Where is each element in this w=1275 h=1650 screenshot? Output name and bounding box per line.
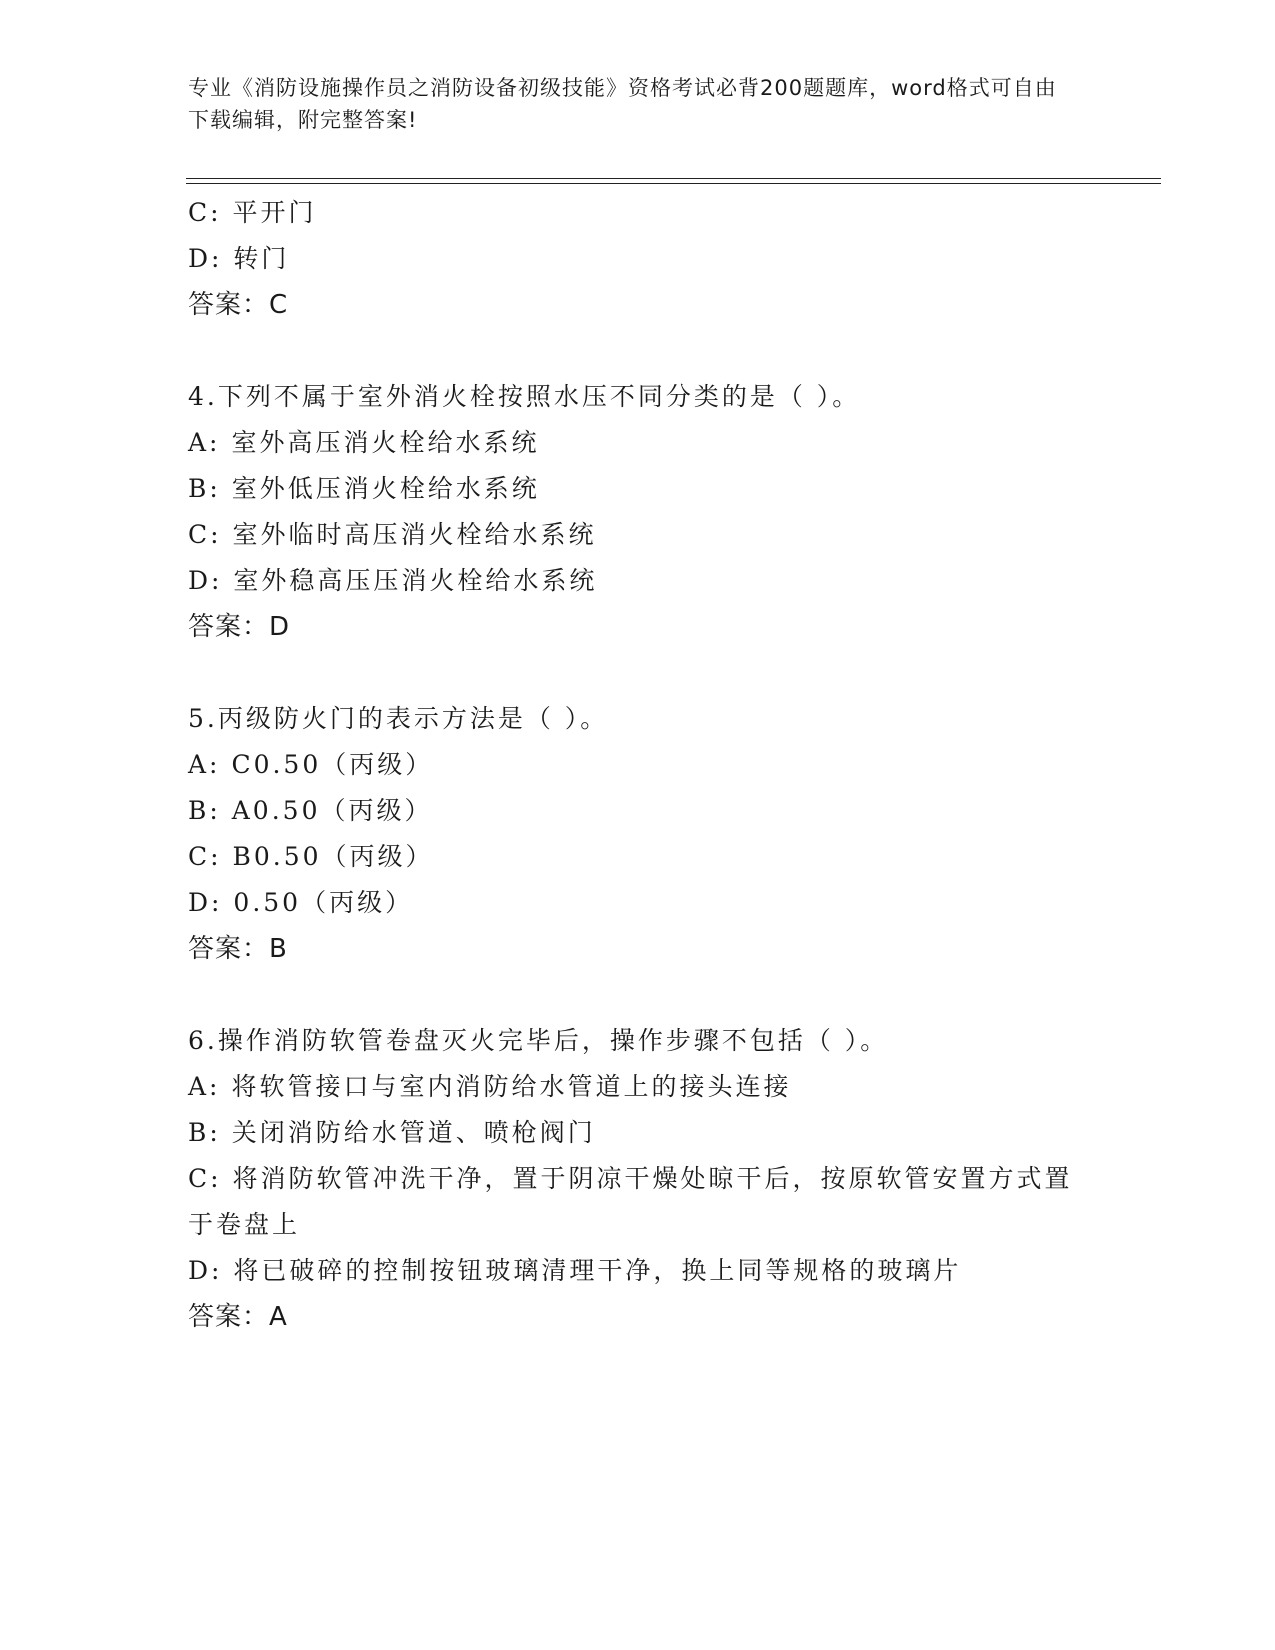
option-b: B: 关闭消防给水管道、喷枪阀门: [188, 1118, 596, 1147]
header-rule-bottom: [186, 183, 1161, 184]
option-c: C: 将消防软管冲洗干净，置于阴凉干燥处晾干后，按原软管安置方式置于卷盘上: [188, 1164, 1073, 1239]
option-d: D: 将已破碎的控制按钮玻璃清理干净，换上同等规格的玻璃片: [188, 1256, 962, 1285]
answer: 答案：C: [188, 290, 289, 320]
header-rule-top: [186, 178, 1161, 179]
question-stem: 4.下列不属于室外消火栓按照水压不同分类的是（ ）。: [188, 382, 861, 411]
option-b: B: 室外低压消火栓给水系统: [188, 474, 540, 503]
option-c: C: 平开门: [188, 198, 317, 227]
question-6: [188, 1018, 1088, 1340]
answer: 答案：D: [188, 612, 291, 642]
document-header: 专业《消防设施操作员之消防设备初级技能》资格考试必背200题题库，word格式可自由下载编辑，附完整答案!: [188, 76, 1057, 132]
option-d: D: 转门: [188, 244, 290, 273]
question-4: [188, 374, 1088, 650]
partial-question: [188, 190, 1088, 328]
option-d: D: 0.50（丙级）: [188, 888, 414, 917]
option-b: B: A0.50（丙级）: [188, 796, 433, 825]
option-d: D: 室外稳高压压消火栓给水系统: [188, 566, 598, 595]
option-a: A: 室外高压消火栓给水系统: [188, 428, 540, 457]
option-a: A: C0.50（丙级）: [188, 750, 434, 779]
option-a: A: 将软管接口与室内消防给水管道上的接头连接: [188, 1072, 792, 1101]
question-stem: 6.操作消防软管卷盘灭火完毕后，操作步骤不包括（ ）。: [188, 1026, 889, 1055]
answer: 答案：B: [188, 934, 288, 964]
option-c: C: B0.50（丙级）: [188, 842, 434, 871]
question-5: [188, 696, 1088, 972]
option-c: C: 室外临时高压消火栓给水系统: [188, 520, 597, 549]
question-stem: 5.丙级防火门的表示方法是（ ）。: [188, 704, 609, 733]
answer: 答案：A: [188, 1302, 288, 1332]
question-list: [188, 190, 1088, 1340]
